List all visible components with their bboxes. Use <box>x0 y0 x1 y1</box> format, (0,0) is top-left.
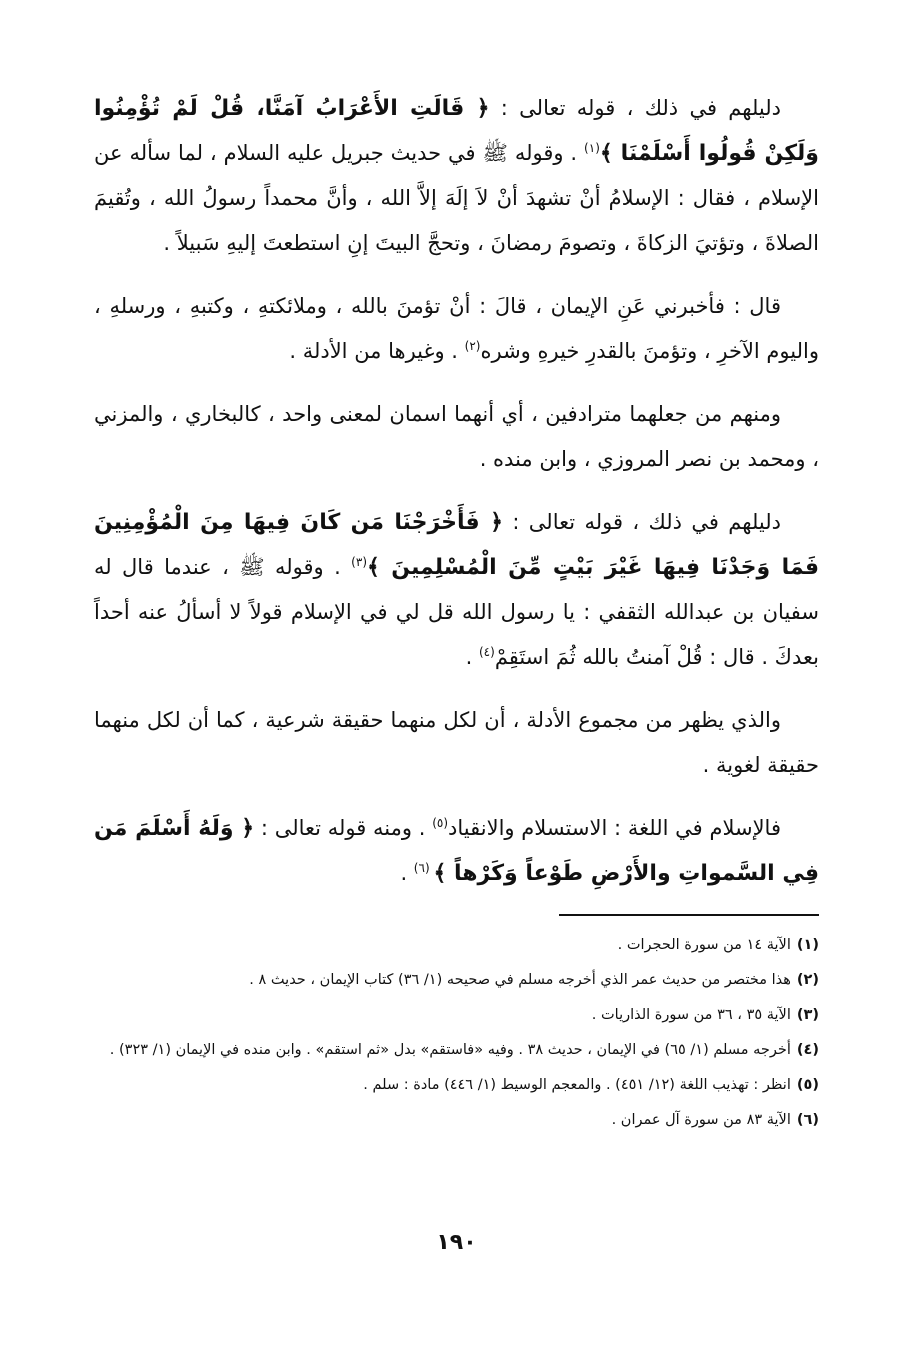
text-segment: . <box>400 861 414 885</box>
footnote-text: الآية ٣٥ ، ٣٦ من سورة الذاريات . <box>591 1007 791 1023</box>
paragraph <box>94 500 819 680</box>
text-segment: والذي يظهر من مجموع الأدلة ، أن لكل منهما حقيقة شرعية ، كما أن لكل منهما حقيقة لغوية . <box>94 708 819 777</box>
quran-verse: ﴿ وَلَهُ أَسْلَمَ مَن فِي السَّمواتِ والأَرْضِ طَوْعاً وَكَرْهاً ﴾ <box>94 816 819 886</box>
text-segment: دليلهم في ذلك ، قوله تعالى : <box>489 96 781 120</box>
text-segment: ومنهم من جعلهما مترادفين ، أي أنهما اسمان لمعنى واحد ، كالبخاري ، والمزني ، ومحمد بن نصر المروزي ، وابن منده . <box>94 402 819 471</box>
footnote <box>94 1070 819 1101</box>
footnote <box>94 965 819 996</box>
footnote-ref: (٣) <box>351 555 367 569</box>
paragraph <box>94 392 819 482</box>
footnote-ref: (٥) <box>432 816 449 830</box>
paragraph <box>94 806 819 896</box>
footnote-text: الآية ٨٣ من سورة آل عمران . <box>611 1112 791 1128</box>
text-segment: . وقوله ﷺ ، عندما قال له سفيان بن عبدالله الثقفي : يا رسول الله قل لي في الإسلام قولاً لا أسألُ عنه أحداً بعدكَ . قال : قُلْ آمنتُ بالله ثُمَ استَقِمْ <box>94 555 819 669</box>
footnote-text: الآية ١٤ من سورة الحجرات . <box>617 937 791 953</box>
page-body <box>94 86 819 1140</box>
footnote-number: (٥) <box>796 1077 819 1093</box>
text-segment: . وغيرها من الأدلة . <box>289 339 465 363</box>
footnote-number: (٣) <box>796 1007 819 1023</box>
footnotes-section <box>94 930 819 1136</box>
footnote-separator <box>559 914 819 916</box>
footnote-ref: (٦) <box>413 861 434 875</box>
text-segment: قال : فأخبرني عَنِ الإيمان ، قالَ : أنْ تؤمنَ بالله ، وملائكتهِ ، وكتبهِ ، ورسلهِ ، واليوم الآخرِ ، وتؤمنَ بالقدرِ خيرهِ وشره <box>94 294 819 363</box>
main-text <box>94 86 819 896</box>
footnote-number: (٤) <box>796 1042 819 1058</box>
footnote-ref: (٤) <box>478 645 495 659</box>
text-segment: . ومنه قوله تعالى : <box>254 816 433 840</box>
text-segment: دليلهم في ذلك ، قوله تعالى : <box>502 510 782 534</box>
footnote-text: هذا مختصر من حديث عمر الذي أخرجه مسلم في صحيحه (١/ ٣٦) كتاب الإيمان ، حديث ٨ . <box>249 972 791 988</box>
footnote-ref: (١) <box>584 141 600 155</box>
footnote-number: (١) <box>796 937 819 953</box>
text-segment: . <box>465 645 479 669</box>
text-segment: . وقوله ﷺ في حديث جبريل عليه السلام ، لما سأله عن الإسلام ، فقال : الإسلامُ أنْ تشهدَ أنْ لاَ إلَهَ إلاَّ الله ، وأنَّ محمداً رسولُ الله ، وتُقيمَ الصلاةَ ، وتؤتيَ الزكاةَ ، وتصومَ رمضانَ ، وتحجَّ البيتَ إنِ استطعتَ إليهِ سَبيلاً . <box>94 141 819 255</box>
footnote <box>94 1105 819 1136</box>
paragraph <box>94 86 819 266</box>
footnote-number: (٢) <box>796 972 819 988</box>
paragraph <box>94 284 819 374</box>
footnote-text: أخرجه مسلم (١/ ٦٥) في الإيمان ، حديث ٣٨ . وفيه «فاستقم» بدل «ثم استقم» . وابن منده في الإيمان (١/ ٣٢٣) . <box>109 1042 791 1058</box>
quran-verse: ﴿ فَأَخْرَجْنَا مَن كَانَ فِيهَا مِنَ الْمُؤْمِنِينَ فَمَا وَجَدْنَا فِيهَا غَيْرَ بَيْتٍ مِّنَ الْمُسْلِمِينَ ﴾ <box>94 510 819 580</box>
paragraph <box>94 698 819 788</box>
footnote <box>94 930 819 961</box>
quran-verse: ﴿ قَالَتِ الأَعْرَابُ آمَنَّا، قُلْ لَمْ تُؤْمِنُوا وَلَكِنْ قُولُوا أَسْلَمْنَا ﴾ <box>94 96 819 166</box>
text-segment: فالإسلام في اللغة : الاستسلام والانقياد <box>448 816 781 840</box>
footnote-text: انظر : تهذيب اللغة (١٢/ ٤٥١) . والمعجم الوسيط (١/ ٤٤٦) مادة : سلم . <box>363 1077 791 1093</box>
footnote-number: (٦) <box>796 1112 819 1128</box>
footnote <box>94 1000 819 1031</box>
page-number: ١٩٠ <box>436 1230 477 1255</box>
footnote <box>94 1035 819 1066</box>
footnote-ref: (٢) <box>464 339 481 353</box>
